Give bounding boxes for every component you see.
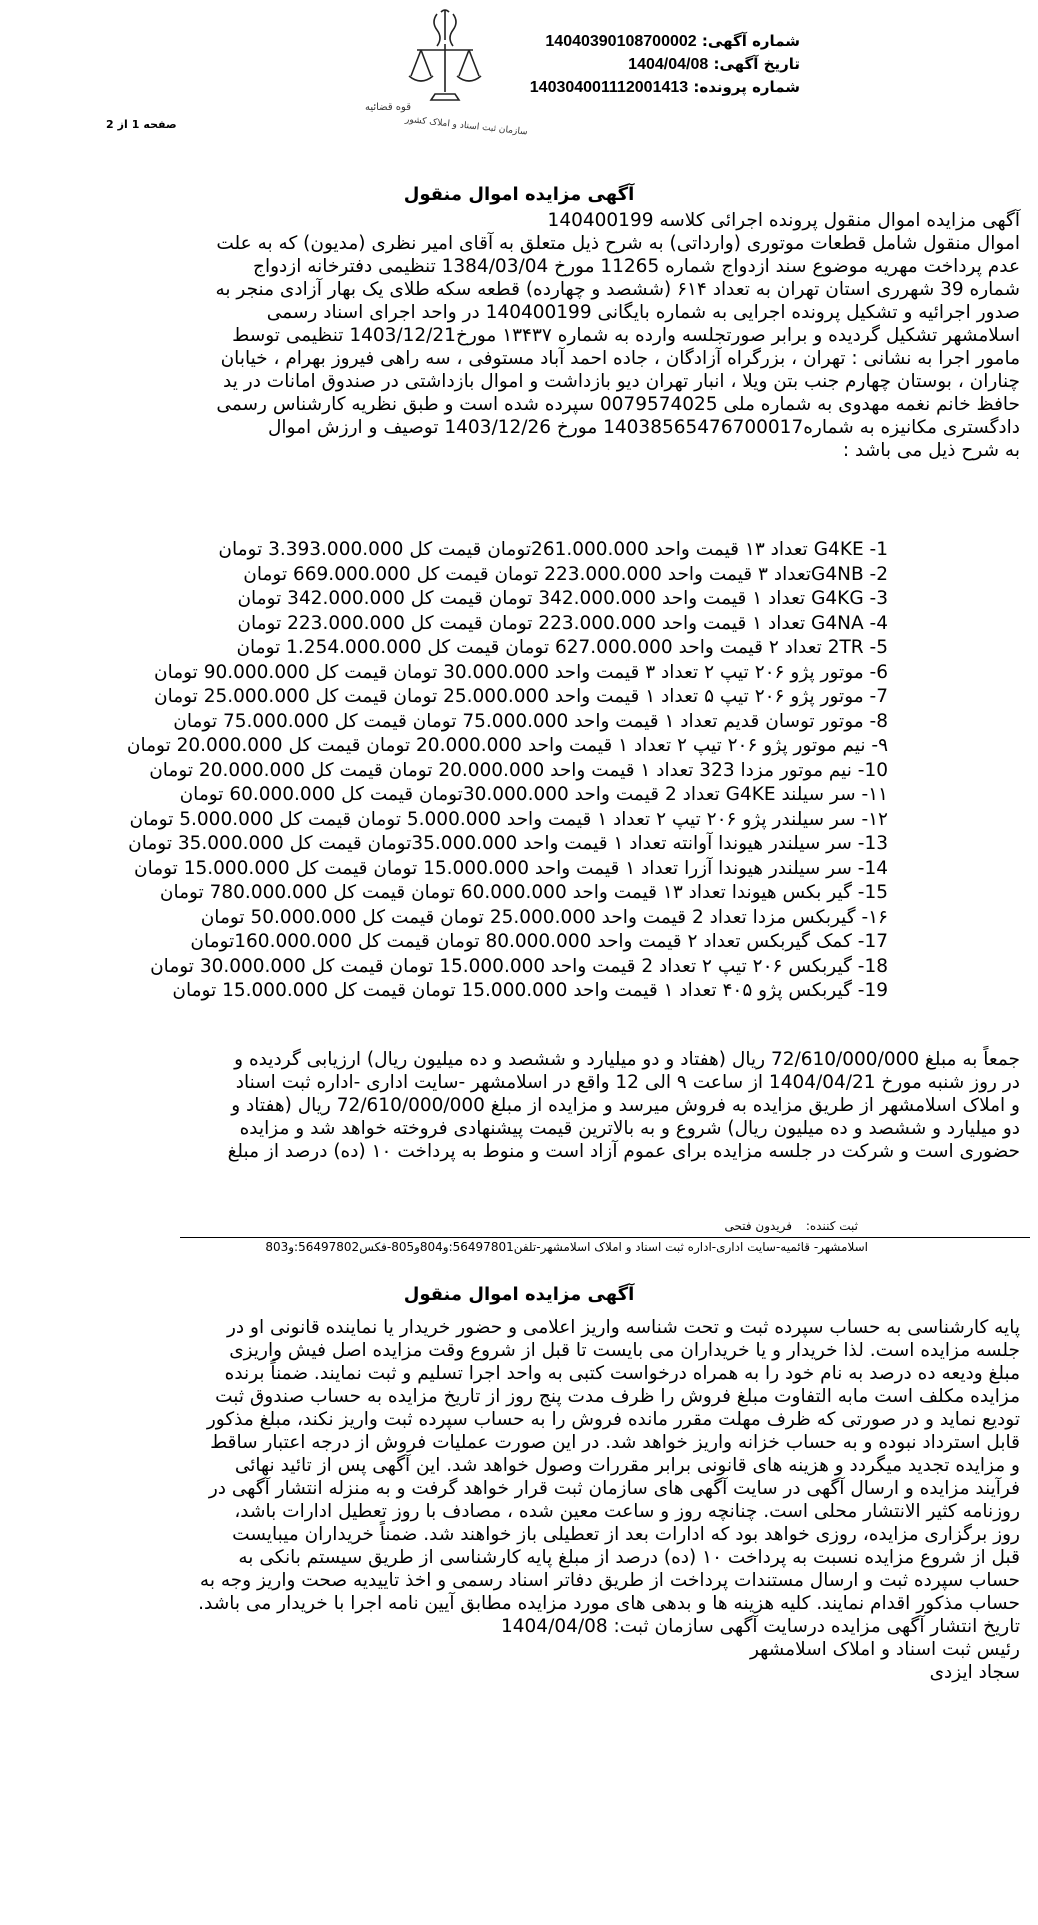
body-line: حافظ خانم نغمه مهدوی به شماره ملی 0079574025 سپرده شده است و طبق نظریه کارشناس رسمی	[216, 394, 1020, 415]
body-line: اموال منقول شامل قطعات موتوری (وارداتی) به شرح ذیل متعلق به آقای امیر نظری (مدیون) که به علت	[216, 233, 1020, 254]
section2-title: آگهی مزایده اموال منقول	[403, 1284, 635, 1305]
case-number-label: شماره پرونده:	[693, 78, 800, 96]
signatory-name: سجاد ایزدی	[929, 1662, 1020, 1683]
body-line: پایه کارشناسی به حساب سپرده ثبت و تحت شناسه واریز اعلامی و حضور خریدار یا نماینده قانونی او در	[226, 1317, 1020, 1338]
list-item: 8- موتور توسان قدیم تعداد ۱ قیمت واحد 75.000.000 تومان قیمت کل 75.000.000 تومان	[173, 710, 888, 732]
body-line: به شرح ذیل می باشد :	[842, 440, 1020, 461]
body-line: صدور اجرائیه و تشکیل پرونده اجرایی به شماره بایگانی 140400199 در واحد اجرای اسناد رسمی	[266, 302, 1020, 323]
section1-body	[20, 209, 1020, 462]
body-line: حساب مذکور اقدام نمایند. کلیه هزینه ها و بدهی های مورد مزایده مطابق آیین نامه اجرا با خریدار می باشد.	[198, 1593, 1020, 1614]
notice-date-row	[530, 53, 800, 76]
body-line: جمعاً به مبلغ 72/610/000/000 ریال (هفتاد و دو میلیارد و ششصد و ده میلیون ریال) ارزیابی گردیده و	[234, 1049, 1020, 1070]
office-address: اسلامشهر- قائمیه-سایت اداری-اداره ثبت اسناد و املاک اسلامشهر-تلفن56497801:و804و805-فکس56497802:و803	[265, 1240, 868, 1254]
body-line: روز برگزاری مزایده، روزی خواهد بود که ادارات بعد از تعطیلی باز خواهند شد. ضمناً خریداران میبایست	[232, 1524, 1020, 1545]
footer-divider	[180, 1237, 1030, 1238]
signatory-title: رئیس ثبت اسناد و املاک اسلامشهر	[749, 1639, 1020, 1660]
page-total: 2	[106, 118, 114, 131]
case-number: 140304001112001413	[529, 79, 689, 96]
list-item: ۹- نیم موتور پژو ۲۰۶ تیپ ۲ تعداد ۱ قیمت واحد 20.000.000 تومان قیمت کل 20.000.000 تومان	[126, 735, 888, 756]
list-item: ۱۶- گیربکس مزدا تعداد 2 قیمت واحد 25.000.000 تومان قیمت کل 50.000.000 تومان	[200, 906, 888, 928]
page-label: صفحه	[143, 118, 177, 131]
body-line: در روز شنبه مورخ 1404/04/21 از ساعت ۹ الی 12 واقع در اسلامشهر -سایت اداری -اداره ثبت اسناد	[235, 1072, 1020, 1093]
body-line: و املاک اسلامشهر از طریق مزایده به فروش میرسد و مزایده از مبلغ 72/610/000/000 ریال (هفتاد و	[231, 1095, 1020, 1116]
judiciary-emblem-logo	[364, 4, 560, 138]
list-item: 6- موتور پژو ۲۰۶ تیپ ۲ تعداد ۳ قیمت واحد 30.000.000 تومان قیمت کل 90.000.000 تومان	[153, 661, 888, 683]
section1-title: آگهی مزایده اموال منقول	[403, 184, 635, 205]
list-item: 1- G4KE تعداد ۱۳ قیمت واحد 261.000.000تومان قیمت کل 3.393.000.000 تومان	[218, 539, 888, 560]
body-line: فرآیند مزایده و ارسال آگهی در سایت آگهی های سازمان ثبت قرار خواهد گرفت و به منزله انتشار آگهی در	[208, 1478, 1020, 1499]
list-item: 17- کمک گیربکس تعداد ۲ قیمت واحد 80.000.000 تومان قیمت کل 160.000.000تومان	[190, 931, 888, 952]
registrar-label: ثبت کننده:	[805, 1219, 858, 1233]
page-indicator	[104, 118, 179, 131]
list-item: 2- G4NBتعداد ۳ قیمت واحد 223.000.000 تومان قیمت کل 669.000.000 تومان	[243, 563, 888, 585]
body-line: مامور اجرا به نشانی : تهران ، بزرگراه آزادگان ، جاده احمد آباد مستوفی ، سه راهی فیروز بهرام ، خیابان	[220, 348, 1020, 369]
publication-date-line: تاریخ انتشار آگهی مزایده درسایت آگهی سازمان ثبت: 1404/04/08	[501, 1616, 1020, 1637]
list-item: 15- گیر بکس هیوندا تعداد ۱۳ قیمت واحد 60.000.000 تومان قیمت کل 780.000.000 تومان	[159, 882, 888, 903]
section2-body	[20, 1316, 1020, 1684]
notice-number-label: شماره آگهی:	[701, 32, 800, 50]
body-line: روزنامه کثیر الانتشار محلی است. چنانچه روز و ساعت معین شده ، مصادف با روز تعطیل ادارات باشد،	[234, 1501, 1020, 1522]
body-line: دو میلیارد و ششصد و ده میلیون ریال) شروع و به بالاترین قیمت پیشنهادی فروخته خواهد شد و مزایده	[239, 1118, 1020, 1139]
registrar-name: فریدون فتحی	[724, 1219, 793, 1233]
list-item: 5- 2TR تعداد ۲ قیمت واحد 627.000.000 تومان قیمت کل 1.254.000.000 تومان	[236, 637, 888, 658]
notice-metadata	[530, 30, 800, 99]
list-item: 14- سر سیلندر هیوندا آزرا تعداد ۱ قیمت واحد 15.000.000 تومان قیمت کل 15.000.000 تومان	[133, 857, 888, 879]
body-line: چناران ، بوستان چهارم جنب بتن ویلا ، انبار تهران دیو بازداشت و اموال بازداشتی در صندوق امانات در ید	[223, 371, 1020, 392]
list-item: 13- سر سیلندر هیوندا آوانته تعداد ۱ قیمت واحد 35.000.000تومان قیمت کل 35.000.000 تومان	[128, 833, 888, 854]
case-number-row	[530, 76, 800, 99]
body-line: عدم پرداخت مهریه موضوع سند ازدواج شماره 11265 مورخ 1384/03/04 تنظیمی دفترخانه ازدواج	[253, 256, 1020, 277]
notice-date-label: تاریخ آگهی:	[713, 55, 800, 73]
notice-number-row	[530, 30, 800, 53]
body-line: حضوری است و شرکت در جلسه مزایده برای عموم آزاد است و منوط به پرداخت ۱۰ (ده) درصد از مبلغ	[227, 1141, 1020, 1162]
list-item: 7- موتور پژو ۲۰۶ تیپ ۵ تعداد ۱ قیمت واحد 25.000.000 تومان قیمت کل 25.000.000 تومان	[153, 686, 888, 707]
emblem-caption-1: قوه قضائیه	[364, 102, 411, 113]
notice-date: 1404/04/08	[628, 56, 709, 73]
section1-closing	[20, 1048, 1020, 1163]
registrar-row	[714, 1219, 858, 1233]
list-item: ۱۱- سر سیلند G4KE تعداد 2 قیمت واحد 30.000.000تومان قیمت کل 60.000.000 تومان	[179, 784, 888, 805]
items-list	[127, 538, 888, 1004]
body-line: شماره 39 شهرری استان تهران به تعداد ۶۱۴ (ششصد و چهارده) قطعه سکه طلای یک بهار آزادی منجر به	[215, 279, 1020, 300]
list-item: 3- G4KG تعداد ۱ قیمت واحد 342.000.000 تومان قیمت کل 342.000.000 تومان	[237, 588, 888, 609]
list-item: ۱۲- سر سیلندر پژو ۲۰۶ تیپ ۲ تعداد ۱ قیمت واحد 5.000.000 تومان قیمت کل 5.000.000 تومان	[129, 808, 888, 830]
emblem-caption-2: سازمان ثبت اسناد و املاک کشور	[404, 114, 529, 138]
list-item: 4- G4NA تعداد ۱ قیمت واحد 223.000.000 تومان قیمت کل 223.000.000 تومان	[237, 612, 888, 634]
body-line: تودیع نماید و در صورتی که ظرف مهلت مقرر مانده فروش را به حساب سپرده ثبت واریز نکند، مبلغ مذکور	[206, 1409, 1020, 1430]
body-line: قبل از شروع مزایده نسبت به پرداخت ۱۰ (ده) درصد از مبلغ پایه کارشناسی از طریق سیستم بانکی به	[238, 1547, 1020, 1568]
body-line: مبلغ ودیعه ده درصد به نام خود را به همراه درخواست کتبی به واحد اجرا تسلیم و ثبت نمایند. ضمناً برنده	[224, 1363, 1020, 1384]
body-line: و مزایده تجدید میگردد و هزینه های قانونی برابر مقررات وصول خواهد شد. این آگهی پس از تائید نهائی	[234, 1455, 1020, 1476]
body-line: دادگستری مکانیزه به شماره14038565476700017 مورخ 1403/12/26 توصیف و ارزش اموال	[267, 417, 1020, 438]
notice-number: 14040390108700002	[545, 33, 697, 50]
list-item: 10- نیم موتور مزدا 323 تعداد ۱ قیمت واحد 20.000.000 تومان قیمت کل 20.000.000 تومان	[149, 759, 888, 781]
body-line: جلسه مزایده است. لذا خریدار و یا خریداران می بایست تا قبل از شروع وقت مزایده اصل فیش واریزی	[229, 1340, 1020, 1361]
body-line: حساب سپرده ثبت و ارسال مستندات پرداخت از طریق دفاتر اسناد رسمی و اخذ تاییدیه صحت واریز وجه به	[199, 1570, 1020, 1591]
body-line: مزایده مکلف است مابه التفاوت مبلغ فروش را ظرف مدت پنج روز از تاریخ مزایده به حساب صندوق ثبت	[215, 1386, 1020, 1407]
body-line: قابل استرداد نبوده و به حساب خزانه واریز خواهد شد. در این صورت عملیات فروش از درجه اعتبار ساقط	[210, 1432, 1020, 1453]
list-item: 18- گیربکس ۲۰۶ تیپ ۲ تعداد 2 قیمت واحد 15.000.000 تومان قیمت کل 30.000.000 تومان	[150, 955, 888, 977]
list-item: 19- گیربکس پژو ۴۰۵ تعداد ۱ قیمت واحد 15.000.000 تومان قیمت کل 15.000.000 تومان	[172, 980, 888, 1001]
body-line: اسلامشهر تشکیل گردیده و برابر صورتجلسه وارده به شماره ۱۳۴۳۷ مورخ1403/12/21 تنظیمی توسط	[232, 325, 1020, 346]
scales-of-justice-icon	[364, 4, 560, 138]
page-current: 1	[131, 118, 140, 131]
page-of: از	[117, 118, 128, 131]
body-line: آگهی مزایده اموال منقول پرونده اجرائی کلاسه 140400199	[547, 210, 1020, 231]
